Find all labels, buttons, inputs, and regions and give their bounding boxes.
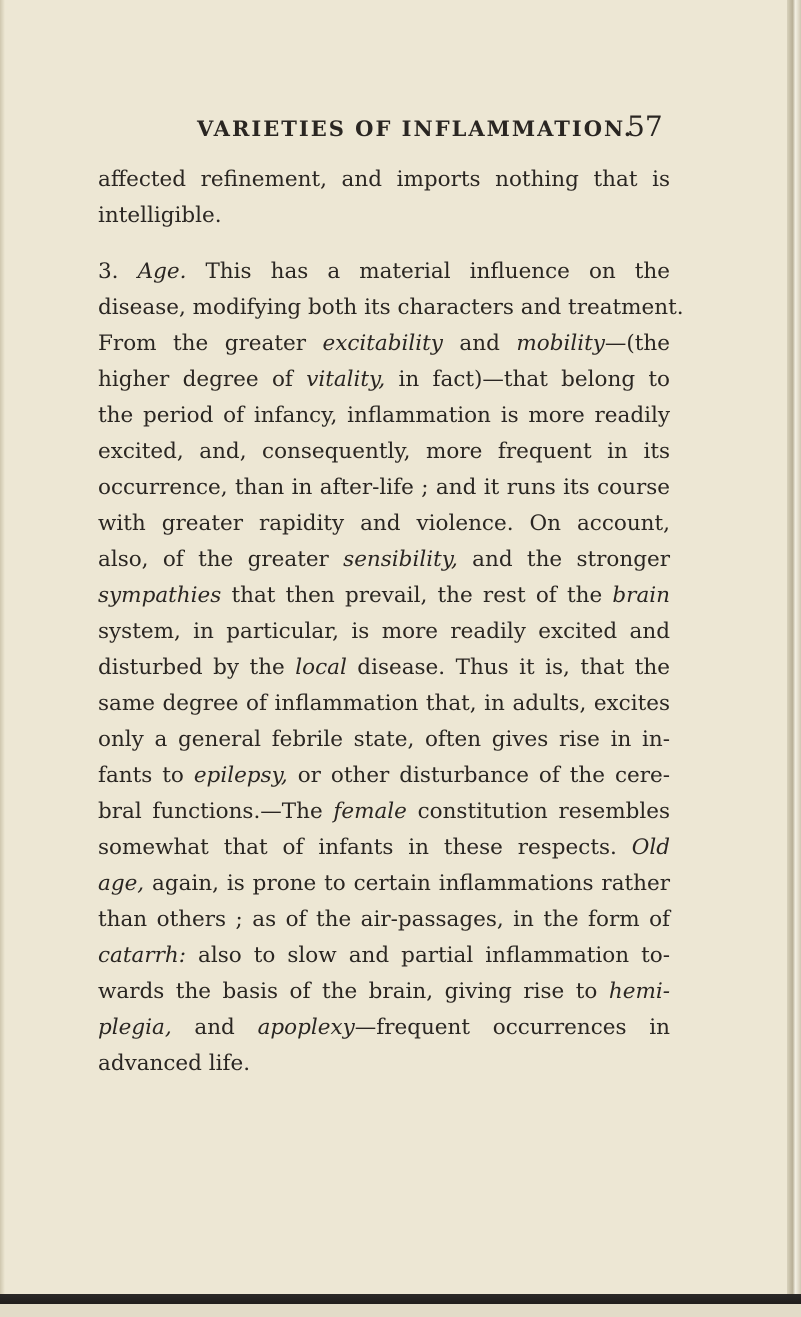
text-run: also to slow and partial inflammation to- (185, 943, 670, 968)
text-run: occurrence, than in after-life ; and it runs its course (98, 475, 670, 500)
text-line (98, 866, 670, 902)
text-line (98, 470, 670, 506)
text-line (98, 1046, 670, 1082)
text-line (98, 506, 670, 542)
text-line (98, 326, 670, 362)
italic-term: catarrh: (98, 943, 186, 968)
text-run: disturbed by the (98, 655, 296, 680)
italic-term: Old (631, 835, 670, 860)
text-line (98, 722, 670, 758)
italic-term: hemi- (608, 979, 670, 1004)
text-run: intelligible. (98, 203, 222, 228)
text-run: disease. Thus it is, that the (346, 655, 671, 680)
text-run: advanced life. (98, 1051, 251, 1076)
italic-term: Age. (137, 259, 187, 284)
text-line (98, 398, 670, 434)
text-run: again, is prone to certain inflammations rather (144, 871, 670, 896)
text-line (98, 938, 670, 974)
text-run: fants to (98, 763, 194, 788)
text-run: and the stronger (457, 547, 670, 572)
bottom-border-rule (0, 1294, 801, 1304)
text-line (98, 542, 670, 578)
italic-term: local (295, 655, 347, 680)
text-run: the period of infancy, inflammation is more readily (98, 403, 670, 428)
text-run: wards the basis of the brain, giving rise to (98, 979, 609, 1004)
text-run: also, of the greater (98, 547, 344, 572)
paragraph-gap (98, 234, 670, 254)
text-line (98, 830, 670, 866)
italic-term: brain (612, 583, 670, 608)
text-line (98, 578, 670, 614)
text-line (98, 1010, 670, 1046)
text-line (98, 362, 670, 398)
text-run: that then prevail, the rest of the (221, 583, 613, 608)
italic-term: excitability (322, 331, 443, 356)
page-left-edge (0, 0, 5, 1317)
text-line (98, 686, 670, 722)
text-run: only a general febrile state, often gives rise in in- (98, 727, 670, 752)
text-run: 3. (98, 259, 138, 284)
italic-term: vitality, (306, 367, 386, 392)
text-run: This has a material influence on the (186, 259, 670, 284)
body-text (98, 162, 684, 1082)
page-right-edge (787, 0, 801, 1317)
running-title: VARIETIES OF INFLAMMATION. (197, 116, 634, 141)
text-line (98, 254, 670, 290)
text-run: in fact)—that belong to (385, 367, 670, 392)
paragraph (98, 254, 684, 1082)
italic-term: sympathies (98, 583, 222, 608)
text-line (98, 614, 670, 650)
text-line (98, 162, 670, 198)
text-run: affected refinement, and imports nothing that is (98, 167, 670, 192)
text-run: bral functions.—The (98, 799, 334, 824)
page-number: 57 (627, 110, 663, 143)
text-line (98, 794, 670, 830)
text-run: disease, modifying both its characters and treatment. (98, 295, 684, 320)
text-run: constitution resembles (406, 799, 671, 824)
text-line (98, 290, 684, 326)
italic-term: apoplexy (257, 1015, 355, 1040)
italic-term: female (333, 799, 407, 824)
text-run: and (171, 1015, 258, 1040)
text-run: higher degree of (98, 367, 307, 392)
italic-term: sensibility, (343, 547, 458, 572)
text-run: and (442, 331, 517, 356)
text-run: —(the (604, 331, 670, 356)
text-line (98, 434, 670, 470)
text-run: system, in particular, is more readily excited and (98, 619, 670, 644)
text-line (98, 650, 670, 686)
text-run: or other disturbance of the cere- (287, 763, 670, 788)
text-run: same degree of inflammation that, in adults, excites (98, 691, 670, 716)
text-run: somewhat that of infants in these respects. (98, 835, 632, 860)
italic-term: epilepsy, (193, 763, 288, 788)
text-line (98, 974, 670, 1010)
text-run: From the greater (98, 331, 323, 356)
text-line (98, 758, 670, 794)
italic-term: mobility (516, 331, 605, 356)
page-header (0, 110, 801, 148)
text-line (98, 198, 670, 234)
bottom-margin (0, 1304, 801, 1317)
italic-term: age, (98, 871, 145, 896)
text-run: excited, and, consequently, more frequent in its (98, 439, 670, 464)
text-line (98, 902, 670, 938)
italic-term: plegia, (98, 1015, 172, 1040)
paragraph (98, 162, 670, 234)
text-run: with greater rapidity and violence. On account, (98, 511, 670, 536)
text-run: —frequent occurrences in (354, 1015, 670, 1040)
text-run: than others ; as of the air-passages, in the form of (98, 907, 670, 932)
